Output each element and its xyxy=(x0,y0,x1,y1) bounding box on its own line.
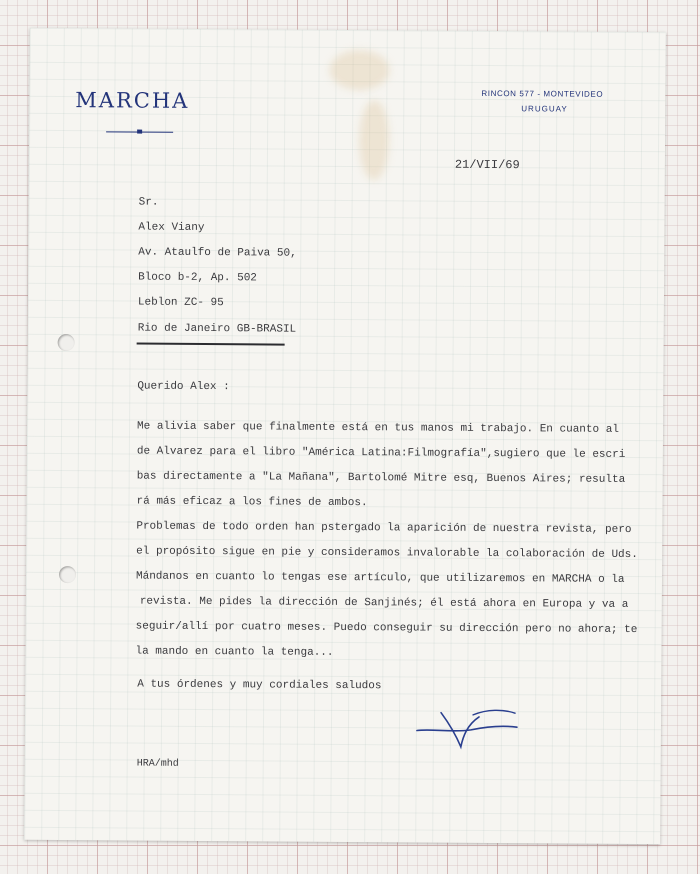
recipient-line: Leblon ZC- 95 xyxy=(137,296,224,310)
letterhead-address: RINCON 577 - MONTEVIDEO xyxy=(481,88,604,99)
body-line: bas directamente a "La Mañana", Bartolomé Mitre esq, Buenos Aires; resulta xyxy=(136,470,626,486)
recipient-line: Av. Ataulfo de Paiva 50, xyxy=(138,246,297,260)
body-line: de Alvarez para el libro "América Latina:Filmografía",sugiero que le escri xyxy=(136,445,626,461)
letter-sheet xyxy=(24,28,666,844)
address-underline xyxy=(137,343,285,346)
greeting: Querido Alex : xyxy=(137,380,230,394)
body-line: revista. Me pides la dirección de Sanjinés; él está ahora en Europa y va a xyxy=(139,595,629,611)
reference-initials: HRA/mhd xyxy=(136,758,179,770)
body-line: la mando en cuanto la tenga... xyxy=(135,645,334,659)
letter-date: 21/VII/69 xyxy=(454,157,520,173)
recipient-title: Sr. xyxy=(138,196,159,209)
punch-hole xyxy=(58,334,75,351)
letterhead-country: URUGUAY xyxy=(521,104,568,114)
recipient-line: Alex Viany xyxy=(138,221,205,235)
letterhead-logo: MARCHA xyxy=(75,88,190,113)
recipient-line: Rio de Janeiro GB-BRASIL xyxy=(137,322,297,336)
body-line: Mándanos en cuanto lo tengas ese artículo, que utilizaremos en MARCHA o la xyxy=(135,570,625,586)
logo-ornament xyxy=(137,130,142,134)
punch-hole xyxy=(59,566,76,583)
paper-stain xyxy=(329,50,389,90)
recipient-line: Bloco b-2, Ap. 502 xyxy=(138,271,257,285)
body-line: Me alivia saber que finalmente está en tus manos mi trabajo. En cuanto al xyxy=(137,420,619,436)
body-line: rá más eficaz a los fines de ambos. xyxy=(136,495,368,510)
handwritten-signature xyxy=(413,702,523,753)
body-line: Problemas de todo orden han pstergado la aparición de nuestra revista, pero xyxy=(136,520,632,537)
body-line: seguir/allí por cuatro meses. Puedo conseguir su dirección pero no ahora; te xyxy=(135,620,638,637)
closing-line: A tus órdenes y muy cordiales saludos xyxy=(137,678,382,693)
paper-stain xyxy=(359,100,390,180)
body-line: el propósito sigue en pie y consideramos invalorable la colaboración de Uds. xyxy=(136,545,638,562)
